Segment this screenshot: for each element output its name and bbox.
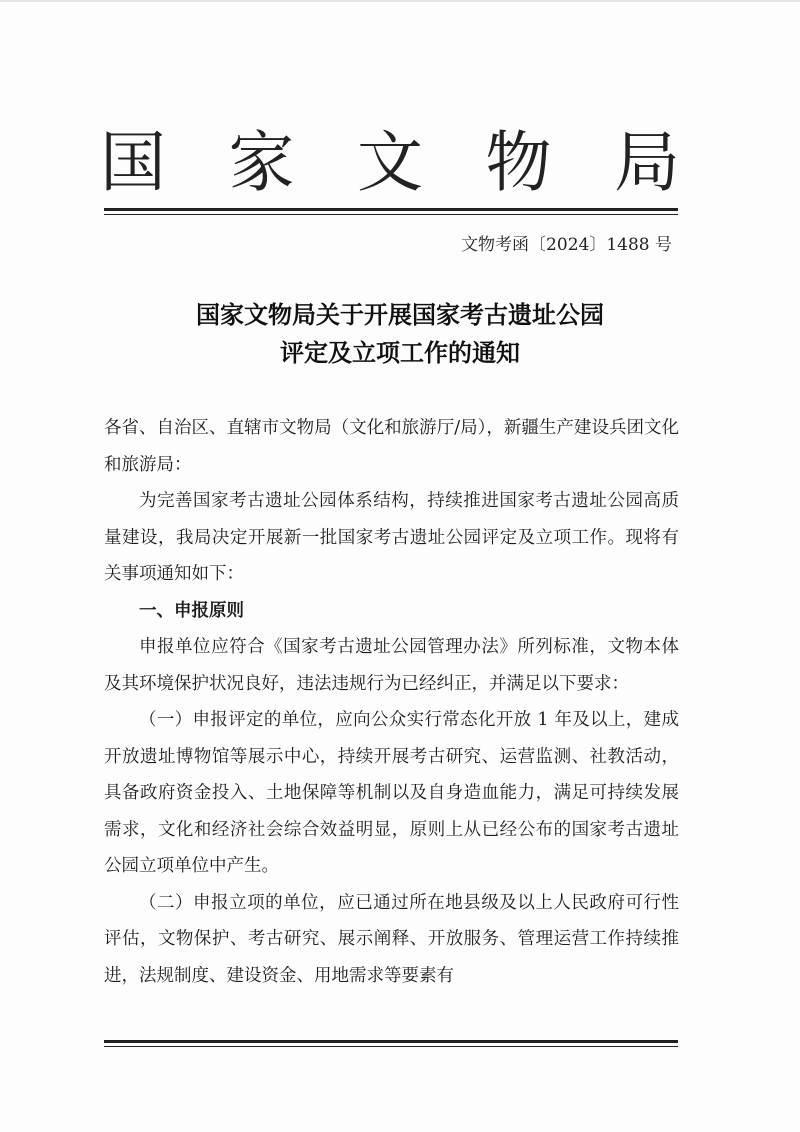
body-paragraph: （一）申报评定的单位，应向公众实行常态化开放 1 年及以上，建成开放遗址博物馆等展示中心，持续开展考古研究、运营监测、社教活动，具备政府资金投入、土地保障等机制以及自身造血能力，满足可持续发展需求，文化和经济社会综合效益明显，原则上从已经公布的国家考古遗址公园立项单位中产生。: [104, 710, 679, 876]
footer-divider-thin: [104, 1046, 678, 1047]
document-title-line-2: 评定及立项工作的通知: [280, 339, 520, 367]
letterhead-char: 国: [100, 124, 166, 201]
body-paragraph: 申报单位应符合《国家考古遗址公园管理办法》所列标准，文物本体及其环境保护状况良好，违法违规行为已经纠正，并满足以下要求：: [104, 637, 679, 694]
letterhead-char: 局: [614, 124, 680, 201]
document-body: [104, 410, 679, 994]
letterhead-char: 物: [485, 124, 552, 201]
document-title: [100, 296, 700, 372]
body-paragraph: （二）申报立项的单位，应已通过所在地县级及以上人民政府可行性评估，文物保护、考古研究、展示阐释、开放服务、管理运营工作持续推进，法规制度、建设资金、用地需求等要素有: [104, 892, 679, 986]
header-divider-thick: [104, 208, 678, 211]
header-divider-thin: [104, 214, 678, 215]
footer-divider-thick: [104, 1040, 678, 1043]
document-number: 文物考函〔2024〕1488 号: [461, 235, 672, 255]
scan-edge: [0, 0, 800, 2]
document-title-line-1: 国家文物局关于开展国家考古遗址公园: [196, 301, 604, 329]
section-heading: 一、申报原则: [139, 600, 244, 621]
agency-letterhead: [100, 118, 680, 208]
intro-paragraph: 为完善国家考古遗址公园体系结构，持续推进国家考古遗址公园高质量建设，我局决定开展新一批国家考古遗址公园评定及立项工作。现将有关事项通知如下：: [104, 491, 679, 584]
letterhead-char: 文: [357, 124, 423, 201]
addressee-paragraph: 各省、自治区、直辖市文物局（文化和旅游厅/局），新疆生产建设兵团文化和旅游局：: [104, 418, 679, 475]
letterhead-char: 家: [228, 124, 295, 201]
